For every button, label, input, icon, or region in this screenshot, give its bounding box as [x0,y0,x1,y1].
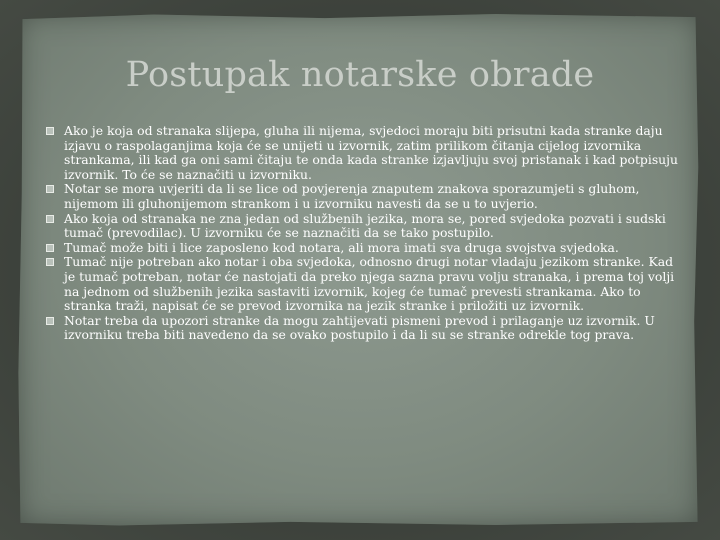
square-bullet-icon [46,215,54,223]
bullet-text: Tumač nije potreban ako notar i oba svjedoka, odnosno drugi notar vladaju jezikom stranke. Kad je tumač potreban, notar će nastojati da preko njega sazna pravu volju stranaka, i prema toj volji na jednom od službenih jezika sastaviti izvornik, kojeg će tumač prevesti strankama. Ako to stranka traži, napisat će se prevod izvornika na jezik stranke i priložiti uz izvornik. [64,254,675,314]
bullet-text: Tumač može biti i lice zaposleno kod notara, ali mora imati sva druga svojstva svjedoka. [64,239,619,255]
bullet-text: Notar treba da upozori stranke da mogu zahtijevati pismeni prevod i prilaganje uz izvornik. U izvorniku treba biti navedeno da se ovako postupilo i da li su se stranke odrekle tog prava. [64,312,655,343]
bullet-item [46,182,678,211]
bullet-item [46,212,678,241]
square-bullet-icon [46,244,54,252]
slide-title: Postupak notarske obrade [125,55,595,95]
bullet-text: Notar se mora uvjeriti da li se lice od povjerenja znaputem znakova sporazumjeti s gluhom, nijemom ili gluhonijemom strankom i u izvorniku navesti da se u to uvjerio. [64,181,640,211]
bullet-list [46,124,678,343]
bullet-text: Ako je koja od stranaka slijepa, gluha ili nijema, svjedoci moraju biti prisutni kada stranke daju izjavu o raspolaganjima koja će se unijeti u izvornik, zatim prilikom čitanja cijelog izvornika strankama, ili kad ga oni sami čitaju te onda kada stranke izjavljuju svoj pristanak i kad potpisuju izvornik. To će se naznačiti u izvorniku. [64,123,678,182]
bullet-item [46,241,678,256]
bullet-item [46,124,678,182]
square-bullet-icon [46,185,54,193]
square-bullet-icon [46,258,54,266]
square-bullet-icon [46,317,54,325]
bullet-item [46,314,678,343]
bullet-item [46,255,678,313]
square-bullet-icon [46,127,54,135]
bullet-text: Ako koja od stranaka ne zna jedan od službenih jezika, mora se, pored svjedoka pozvati i sudski tumač (prevodilac). U izvorniku će se naznačiti da se tako postupilo. [64,210,666,241]
